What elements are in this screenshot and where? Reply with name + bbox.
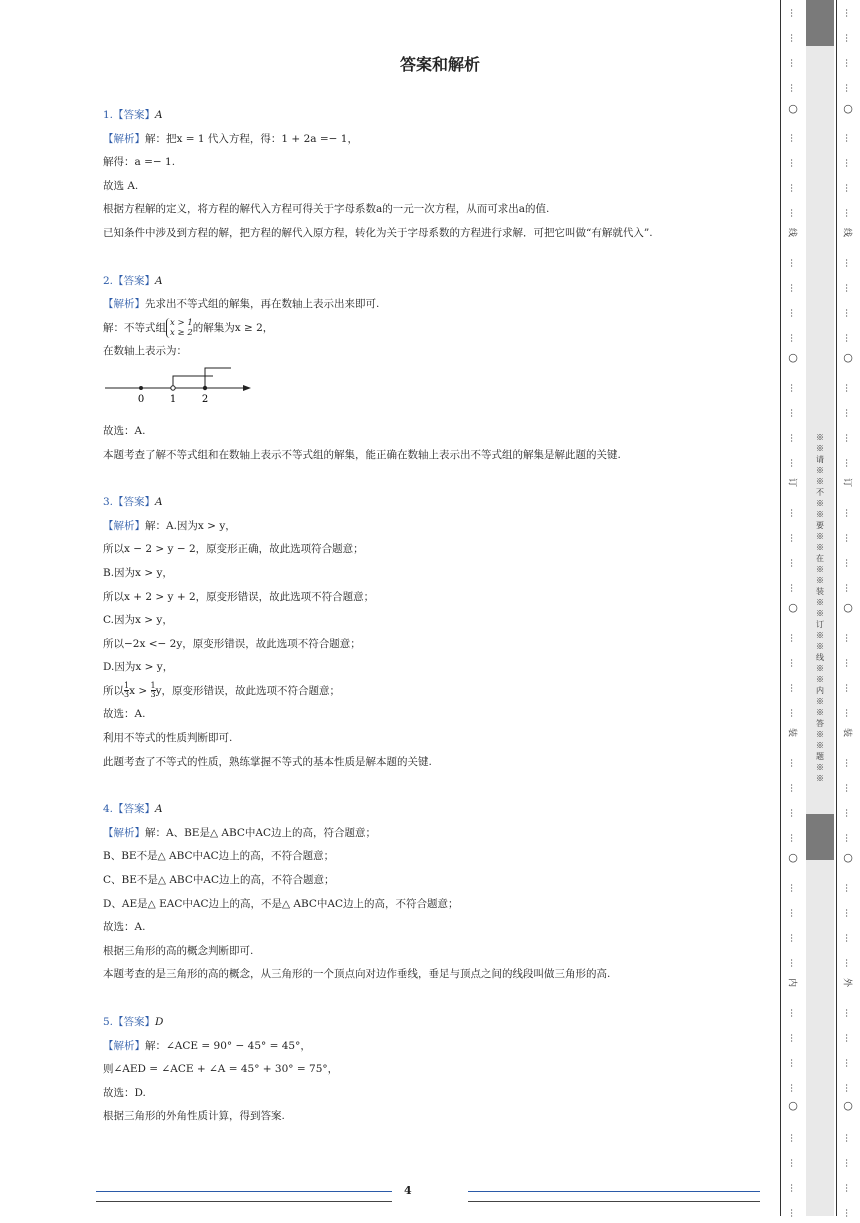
solution-text: 解：A.因为x > y，: [145, 519, 236, 532]
fraction-numerator: 1: [150, 681, 156, 691]
binding-dots: …: [788, 533, 798, 543]
answer-tag: 【答案】: [113, 496, 156, 509]
solution-text: 解：∠ACE = 90° − 45° = 45°，: [145, 1039, 311, 1052]
binding-dots: …: [843, 1183, 853, 1193]
binding-dots: …: [843, 58, 853, 68]
closed-dot-2: [203, 386, 207, 390]
solution-line: [103, 963, 753, 987]
number-line-label: 1: [169, 393, 177, 405]
solution-line: [103, 198, 753, 222]
solution-text: 故选：D.: [103, 1086, 146, 1099]
binding-dots: …: [843, 1083, 853, 1093]
binding-dots: …: [788, 933, 798, 943]
binding-dots: …: [843, 683, 853, 693]
number-line-label: 0: [137, 393, 145, 405]
solution-text: D、AE是△ EAC中AC边上的高，不是△ ABC中AC边上的高，不符合题意；: [103, 897, 459, 910]
binding-dots: …: [788, 133, 798, 143]
binding-label: 装: [841, 727, 852, 737]
solution-text: 所以x − 2 > y − 2，原变形正确，故此选项符合题意；: [103, 543, 364, 556]
binding-dots: …: [843, 783, 853, 793]
binding-dots: …: [843, 508, 853, 518]
binding-circle: ○: [788, 102, 798, 115]
binding-dots: …: [843, 908, 853, 918]
binding-circle: ○: [843, 351, 853, 364]
binding-dots: …: [843, 133, 853, 143]
inequality: x ≥ 2: [170, 327, 193, 338]
question-heading: [103, 491, 753, 515]
open-dot-1: [171, 386, 175, 390]
binding-dots: …: [788, 1058, 798, 1068]
solution-text: 的解集为x ≥ 2，: [192, 321, 274, 334]
solution-text: 解：A、BE是△ ABC中AC边上的高，符合题意；: [145, 826, 377, 839]
answer-letter: A: [155, 803, 163, 816]
answer-tag: 【答案】: [113, 1016, 156, 1028]
analysis-tag: 【解析】: [103, 519, 145, 532]
binding-dots: …: [843, 33, 853, 43]
solution-line: [103, 151, 753, 175]
question-gap: [103, 774, 753, 798]
binding-dots: …: [788, 633, 798, 643]
binding-dots: …: [788, 333, 798, 343]
binding-dots: …: [788, 833, 798, 843]
number-line-arrow: [243, 385, 251, 391]
binding-dots: …: [788, 658, 798, 668]
solution-text: C、BE不是△ ABC中AC边上的高，不符合题意；: [103, 874, 335, 887]
solution-text: 根据方程解的定义，将方程的解代入方程可得关于字母系数a的一元一次方程，从而可求出a的值.: [103, 203, 550, 216]
solution-text: 本题考查的是三角形的高的概念，从三角形的一个顶点向对边作垂线，垂足与顶点之间的线段叫做三角形的高.: [103, 968, 611, 981]
answer-letter: D: [155, 1016, 164, 1028]
analysis-tag: 【解析】: [103, 826, 145, 839]
fraction-denominator: 3: [150, 690, 156, 700]
binding-dots: …: [843, 333, 853, 343]
binding-dots: …: [788, 1133, 798, 1143]
solution-text: 先求出不等式组的解集，再在数轴上表示出来即可.: [145, 298, 380, 311]
binding-dots: …: [843, 1008, 853, 1018]
binding-dots: …: [843, 558, 853, 568]
binding-dots: …: [788, 208, 798, 218]
analysis-tag: 【解析】: [103, 1039, 145, 1052]
solution-line: [103, 893, 753, 917]
page-title: 答案和解析: [399, 55, 480, 74]
number-line-figure: [103, 364, 753, 420]
binding-dots: …: [788, 408, 798, 418]
fraction-denominator: 3: [124, 690, 130, 700]
solution-text: 故选：A.: [103, 921, 146, 934]
solution-text: 在数轴上表示为：: [103, 345, 187, 358]
binding-circle: ○: [788, 351, 798, 364]
binding-dots: …: [788, 758, 798, 768]
footer-rule-right-2: [468, 1201, 760, 1202]
number-line: [103, 364, 263, 420]
binding-dots: …: [788, 258, 798, 268]
solution-line: [103, 940, 753, 964]
answer-tag: 【答案】: [113, 109, 156, 121]
binding-dots: …: [788, 58, 798, 68]
solution-line: [103, 293, 753, 317]
binding-dots: …: [788, 1183, 798, 1193]
binding-circle: ○: [788, 601, 798, 614]
solution-text: 所以−2x <− 2y，原变形错误，故此选项不符合题意；: [103, 637, 361, 650]
binding-dots: …: [843, 408, 853, 418]
answer-letter: A: [155, 109, 163, 121]
binding-dots: …: [843, 1208, 853, 1218]
solution-line: [103, 609, 753, 633]
question-number: 4.: [103, 803, 114, 816]
binding-dots: …: [843, 758, 853, 768]
binding-label: 外: [841, 977, 852, 987]
binding-dots: …: [843, 8, 853, 18]
footer-rule-left: [96, 1191, 392, 1192]
binding-dots: …: [843, 283, 853, 293]
binding-circle: ○: [843, 1099, 853, 1112]
binding-dots: …: [843, 883, 853, 893]
question-number: 3.: [103, 496, 114, 509]
solution-text: 根据三角形的高的概念判断即可.: [103, 944, 254, 957]
footer-rule-right: [468, 1191, 760, 1192]
binding-circle: ○: [788, 851, 798, 864]
answer-content: [103, 104, 753, 1129]
question-heading: [103, 798, 753, 822]
binding-dots: …: [788, 1208, 798, 1218]
fraction-numerator: 1: [124, 681, 130, 691]
solution-line: [103, 1105, 753, 1129]
binding-label: 线: [841, 227, 852, 237]
binding-dots: …: [788, 433, 798, 443]
solution-line: [103, 727, 753, 751]
binding-dots: …: [843, 933, 853, 943]
solution-text: 解得：a =− 1.: [103, 156, 176, 169]
binding-label: 订: [786, 477, 797, 487]
answer-letter: A: [155, 496, 163, 509]
solution-text: 此题考查了不等式的性质，熟练掌握不等式的基本性质是解本题的关键.: [103, 755, 432, 768]
footer-rule-left-2: [96, 1201, 392, 1202]
solution-ray-x-ge-2: [205, 368, 231, 388]
binding-dots: …: [843, 658, 853, 668]
solution-text: 故选：A.: [103, 424, 146, 437]
number-line-label: 2: [201, 393, 209, 405]
solution-line: [103, 515, 753, 539]
question-gap: [103, 467, 753, 491]
binding-dots: …: [788, 683, 798, 693]
solution-text: 所以: [103, 684, 124, 697]
binding-dots: …: [843, 833, 853, 843]
solution-line: [103, 845, 753, 869]
binding-dots: …: [788, 33, 798, 43]
solution-line: [103, 1035, 753, 1059]
solution-text: 故选 A.: [103, 179, 139, 192]
binding-mark-top: [806, 0, 834, 46]
solution-text: 所以x + 2 > y + 2，原变形错误，故此选项不符合题意；: [103, 590, 375, 603]
solution-line: [103, 222, 753, 246]
binding-dots: …: [788, 458, 798, 468]
binding-dots: …: [788, 1033, 798, 1043]
binding-dots: …: [788, 808, 798, 818]
solution-text: 利用不等式的性质判断即可.: [103, 732, 233, 745]
binding-circle: ○: [788, 1099, 798, 1112]
solution-line: [103, 420, 753, 444]
binding-dots: …: [788, 1158, 798, 1168]
solution-line: [103, 586, 753, 610]
answer-tag: 【答案】: [113, 274, 156, 287]
analysis-tag: 【解析】: [103, 132, 145, 145]
binding-dots: …: [788, 883, 798, 893]
solution-line: [103, 633, 753, 657]
solution-line: [103, 340, 753, 364]
solution-line: [103, 869, 753, 893]
binding-dots: …: [843, 258, 853, 268]
binding-dots: …: [788, 158, 798, 168]
solution-text: x >: [129, 684, 151, 697]
solution-line: [103, 317, 753, 341]
solution-text: 故选：A.: [103, 708, 146, 721]
solution-line: [103, 175, 753, 199]
binding-dots: …: [788, 8, 798, 18]
binding-dots: …: [843, 808, 853, 818]
binding-dots: …: [788, 1008, 798, 1018]
binding-dots: …: [788, 508, 798, 518]
solution-text: 解：把x = 1 代入方程，得：1 + 2a =− 1，: [145, 132, 358, 145]
solution-text: B.因为x > y，: [103, 566, 173, 579]
binding-dots: …: [843, 1133, 853, 1143]
binding-dots: …: [843, 308, 853, 318]
binding-label: 内: [786, 977, 797, 987]
solution-line: [103, 656, 753, 680]
binding-dots: …: [788, 383, 798, 393]
binding-dots: …: [788, 958, 798, 968]
solution-line: [103, 562, 753, 586]
binding-dots: …: [788, 183, 798, 193]
question-heading: [103, 1011, 753, 1035]
binding-label: 线: [786, 227, 797, 237]
answer-tag: 【答案】: [113, 803, 156, 816]
solution-ray-x-gt-1: [173, 376, 213, 388]
binding-dots: …: [788, 83, 798, 93]
binding-circle: ○: [843, 601, 853, 614]
solution-text: D.因为x > y，: [103, 661, 174, 674]
solution-line: [103, 538, 753, 562]
binding-dots: …: [843, 533, 853, 543]
question-heading: [103, 270, 753, 294]
solution-text: B、BE不是△ ABC中AC边上的高，不符合题意；: [103, 850, 335, 863]
solution-line: [103, 822, 753, 846]
binding-dots: …: [788, 783, 798, 793]
question-number: 2.: [103, 274, 114, 287]
binding-dots: …: [788, 558, 798, 568]
binding-dots: …: [788, 908, 798, 918]
question-heading: [103, 104, 753, 128]
binding-dots: …: [843, 583, 853, 593]
solution-text: C.因为x > y，: [103, 614, 173, 627]
solution-text: 已知条件中涉及到方程的解，把方程的解代入原方程，转化为关于字母系数的方程进行求解．可把它叫做“有解就代入”.: [103, 226, 653, 239]
tick-dot-0: [139, 386, 143, 390]
solution-line: [103, 703, 753, 727]
solution-text: 解：不等式组: [103, 321, 166, 334]
binding-dots: …: [843, 458, 853, 468]
answer-letter: A: [155, 274, 163, 287]
binding-notice: ※※请※※不※※要※※在※※装※※订※※线※※内※※答※※题※※: [816, 433, 824, 783]
question-gap: [103, 987, 753, 1011]
binding-dots: …: [843, 433, 853, 443]
inequality-system: [166, 318, 193, 338]
solution-text: y，原变形错误，故此选项不符合题意；: [155, 684, 341, 697]
binding-dots: …: [843, 958, 853, 968]
binding-dots: …: [843, 83, 853, 93]
binding-dots: …: [843, 1033, 853, 1043]
solution-line: [103, 680, 753, 704]
binding-circle: ○: [843, 102, 853, 115]
binding-dots: …: [843, 633, 853, 643]
solution-text: 本题考查了解不等式组和在数轴上表示不等式组的解集，能正确在数轴上表示出不等式组的解集是解此题的关键.: [103, 448, 621, 461]
analysis-tag: 【解析】: [103, 298, 145, 311]
solution-line: [103, 1082, 753, 1106]
binding-dots: …: [788, 1083, 798, 1093]
binding-dots: …: [843, 208, 853, 218]
solution-text: 则∠AED = ∠ACE + ∠A = 45° + 30° = 75°，: [103, 1063, 339, 1076]
binding-label: 订: [841, 477, 852, 487]
binding-dots: …: [843, 158, 853, 168]
question-number: 5.: [103, 1016, 114, 1028]
question-gap: [103, 246, 753, 270]
solution-line: [103, 751, 753, 775]
binding-dots: …: [788, 308, 798, 318]
page-number: 4: [404, 1184, 412, 1197]
binding-dots: …: [843, 383, 853, 393]
solution-line: [103, 444, 753, 468]
binding-dots: …: [843, 1158, 853, 1168]
solution-text: 根据三角形的外角性质计算，得到答案.: [103, 1110, 285, 1123]
binding-mark-bottom: [806, 814, 834, 860]
solution-line: [103, 916, 753, 940]
binding-dots: …: [843, 1058, 853, 1068]
binding-dots: …: [788, 283, 798, 293]
binding-dots: …: [843, 708, 853, 718]
inequality: x > 1: [170, 317, 193, 328]
binding-circle: ○: [843, 851, 853, 864]
binding-label: 装: [786, 727, 797, 737]
solution-line: [103, 128, 753, 152]
binding-dots: …: [843, 183, 853, 193]
binding-dots: …: [788, 708, 798, 718]
solution-line: [103, 1058, 753, 1082]
binding-dots: …: [788, 583, 798, 593]
question-number: 1.: [103, 109, 114, 121]
